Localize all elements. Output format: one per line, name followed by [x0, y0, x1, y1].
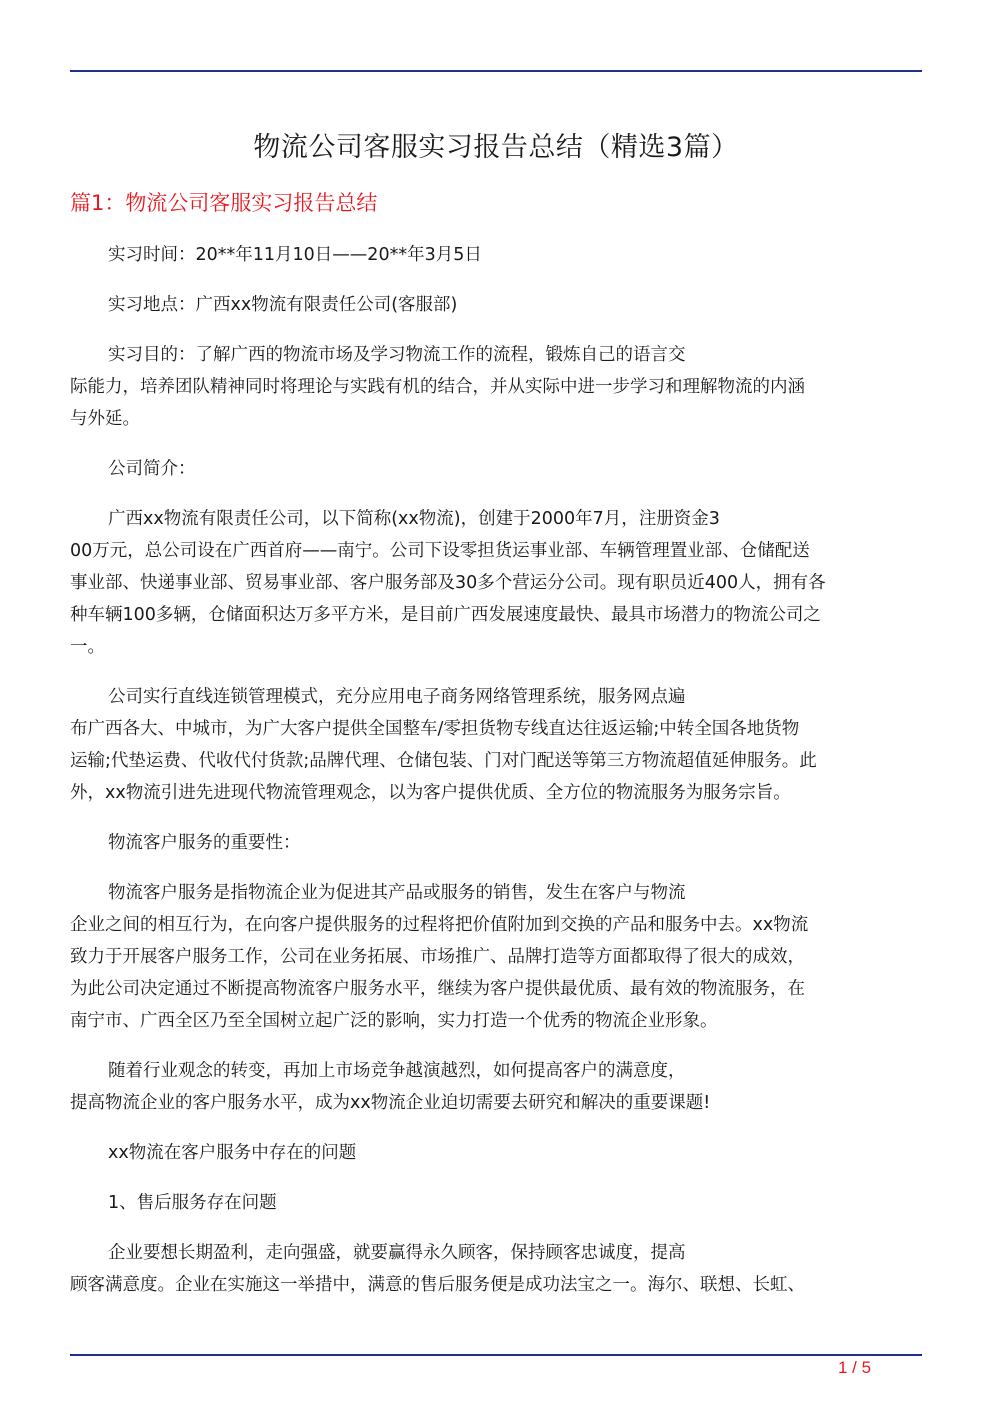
paragraph	[70, 503, 922, 663]
paragraph-line: 广西xx物流有限责任公司，以下简称(xx物流)，创建于2000年7月，注册资金3	[108, 509, 720, 529]
paragraph	[70, 239, 922, 271]
paragraph	[70, 1187, 922, 1219]
paragraph-line: 一。	[70, 637, 105, 657]
paragraph-line: 实习时间：20**年11月10日——20**年3月5日	[108, 245, 482, 265]
paragraph-line: 外，xx物流引进先进现代物流管理观念，以为客户提供优质、全方位的物流服务为服务宗旨。	[70, 783, 791, 803]
paragraph-line: 种车辆100多辆，仓储面积达万多平方米，是目前广西发展速度最快、最具市场潜力的物流公司之	[70, 605, 821, 625]
paragraph-line: 致力于开展客户服务工作，公司在业务拓展、市场推广、品牌打造等方面都取得了很大的成效，	[70, 947, 805, 967]
paragraph	[70, 877, 922, 1037]
paragraph	[70, 1137, 922, 1169]
paragraph-line: 公司简介：	[108, 459, 196, 479]
paragraph	[70, 827, 922, 859]
paragraph-line: 00万元，总公司设在广西首府——南宁。公司下设零担货运事业部、车辆管理置业部、仓储配送	[70, 541, 810, 561]
paragraph	[70, 289, 922, 321]
paragraph-line: 布广西各大、中城市，为广大客户提供全国整车/零担货物专线直达往返运输;中转全国各地货物	[70, 719, 800, 739]
paragraph	[70, 1237, 922, 1301]
paragraph-line: 事业部、快递事业部、贸易事业部、客户服务部及30多个营运分公司。现有职员近400人，拥有各	[70, 573, 826, 593]
paragraph-line: 实习地点：广西xx物流有限责任公司(客服部)	[108, 295, 458, 315]
paragraph-line: 物流客户服务的重要性：	[108, 833, 301, 853]
document-body	[70, 239, 922, 1319]
page-number: 1 / 5	[838, 1358, 872, 1377]
paragraph-line: 企业要想长期盈利，走向强盛，就要赢得永久顾客，保持顾客忠诚度，提高	[108, 1243, 686, 1263]
paragraph-line: 运输;代垫运费、代收代付货款;品牌代理、仓储包装、门对门配送等第三方物流超值延伸服务。此	[70, 751, 817, 771]
paragraph	[70, 1055, 922, 1119]
paragraph-line: 为此公司决定通过不断提高物流客户服务水平，继续为客户提供最优质、最有效的物流服务，在	[70, 979, 805, 999]
paragraph-line: 南宁市、广西全区乃至全国树立起广泛的影响，实力打造一个优秀的物流企业形象。	[70, 1011, 718, 1031]
document-title: 物流公司客服实习报告总结（精选3篇）	[253, 132, 739, 163]
header-rule	[70, 70, 922, 72]
footer-rule	[70, 1354, 922, 1356]
paragraph-line: 1、售后服务存在问题	[108, 1193, 277, 1213]
paragraph-line: 实习目的：了解广西的物流市场及学习物流工作的流程，锻炼自己的语言交	[108, 345, 686, 365]
paragraph-line: xx物流在客户服务中存在的问题	[108, 1143, 357, 1163]
paragraph-line: 际能力，培养团队精神同时将理论与实践有机的结合，并从实际中进一步学习和理解物流的内涵	[70, 377, 805, 397]
paragraph-line: 物流客户服务是指物流企业为促进其产品或服务的销售，发生在客户与物流	[108, 883, 686, 903]
paragraph	[70, 339, 922, 435]
paragraph-line: 提高物流企业的客户服务水平，成为xx物流企业迫切需要去研究和解决的重要课题!	[70, 1093, 711, 1113]
paragraph-line: 随着行业观念的转变，再加上市场竞争越演越烈，如何提高客户的满意度，	[108, 1061, 686, 1081]
paragraph	[70, 453, 922, 485]
paragraph-line: 公司实行直线连锁管理模式，充分应用电子商务网络管理系统，服务网点遍	[108, 687, 686, 707]
paragraph-line: 企业之间的相互行为，在向客户提供服务的过程将把价值附加到交换的产品和服务中去。xx物流	[70, 915, 809, 935]
paragraph-line: 顾客满意度。企业在实施这一举措中，满意的售后服务便是成功法宝之一。海尔、联想、长虹、	[70, 1275, 805, 1295]
paragraph-line: 与外延。	[70, 409, 140, 429]
paragraph	[70, 681, 922, 809]
section-heading: 篇1：物流公司客服实习报告总结	[70, 191, 378, 215]
